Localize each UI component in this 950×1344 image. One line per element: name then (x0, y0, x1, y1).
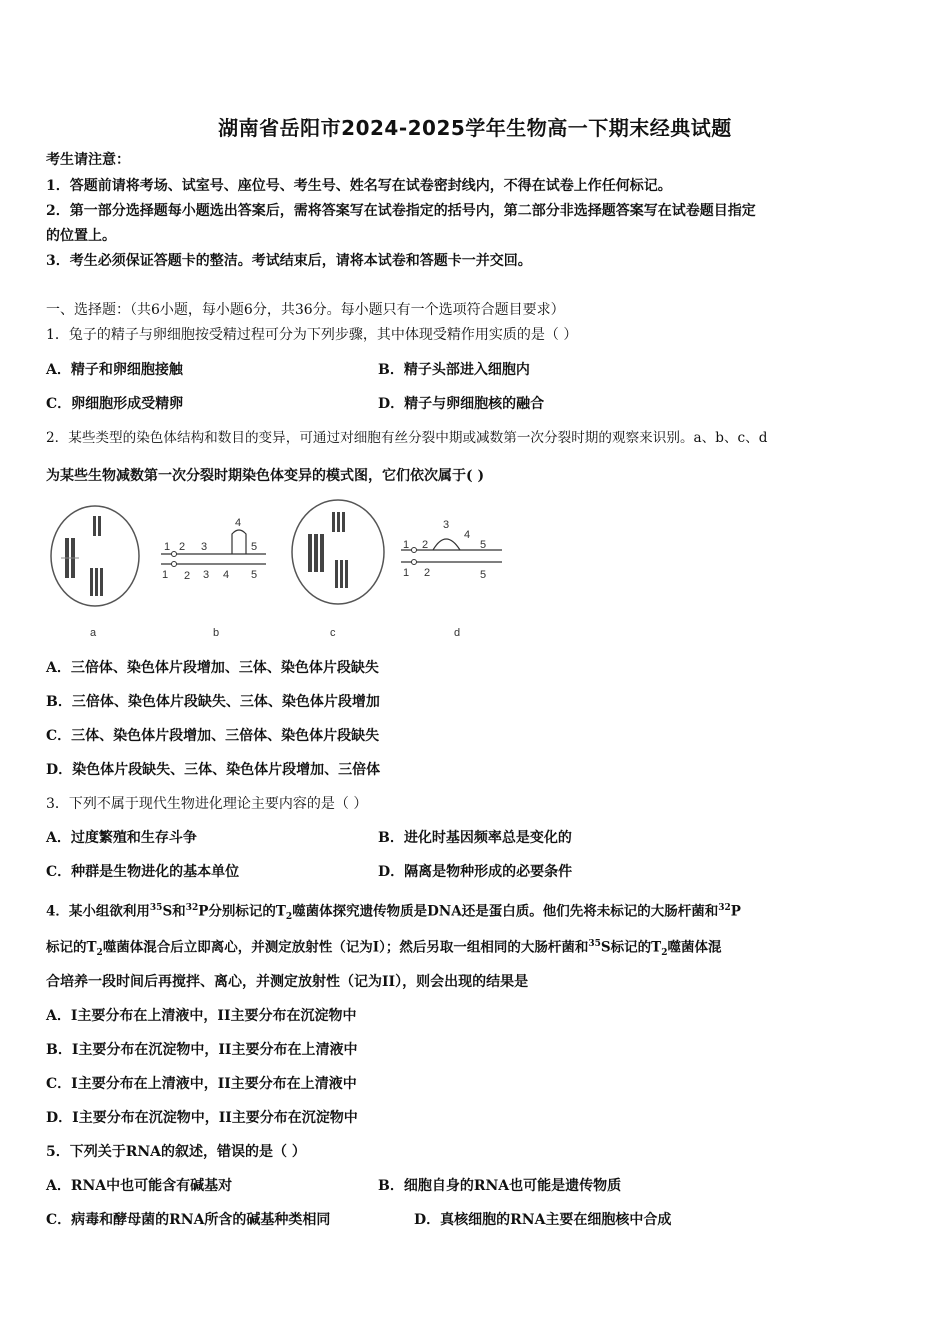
d-top-1: 1 (403, 539, 410, 551)
q2-option-a[interactable]: A．三倍体、染色体片段增加、三体、染色体片段缺失 (46, 660, 379, 676)
page-title: 湖南省岳阳市2024-2025学年生物高一下期末经典试题 (218, 116, 732, 140)
q3-option-c[interactable]: C．种群是生物进化的基本单位 (46, 864, 240, 880)
q4-stem-line1: 4．某小组欲利用$^{35}$S和$^{32}$P分别标记的$T_2$噬菌体探究遗传物质是DNA还是蛋白质。他们先将未标记的大肠杆菌和$^{32}$P (46, 903, 741, 923)
b-top-3: 3 (201, 541, 208, 553)
q4-stem-line3: 合培养一段时间后再搅拌、离心，并测定放射性（记为II），则会出现的结果是 (46, 974, 529, 990)
q1-option-b[interactable]: B．精子头部进入细胞内 (378, 362, 530, 378)
q2-option-c[interactable]: C．三体、染色体片段增加、三倍体、染色体片段缺失 (46, 728, 380, 744)
q2-stem-line1: 2．某些类型的染色体结构和数目的变异，可通过对细胞有丝分裂中期或减数第一次分裂时期的观察来识别。a、b、c、d (46, 430, 768, 446)
d-top-5: 5 (480, 539, 487, 551)
label-d: d (454, 627, 461, 639)
q3-option-b[interactable]: B．进化时基因频率总是变化的 (378, 830, 572, 846)
q1-option-d[interactable]: D．精子与卵细胞核的融合 (378, 396, 545, 412)
q4-option-d[interactable]: D．I主要分布在沉淀物中，II主要分布在沉淀物中 (46, 1110, 358, 1126)
q4-stem-line2: 标记的$T_2$噬菌体混合后立即离心，并测定放射性（记为I）；然后另取一组相同的大肠杆菌和$^{35}$S标记的$T_2$噬菌体混 (46, 939, 722, 959)
q1-option-c[interactable]: C．卵细胞形成受精卵 (46, 396, 184, 412)
notice-heading: 考生请注意： (46, 152, 130, 168)
b-bottom-1: 1 (162, 569, 169, 581)
b-bottom-3: 3 (203, 569, 210, 581)
section-heading: 一、选择题：（共6小题，每小题6分，共36分。每小题只有一个选项符合题目要求） (46, 302, 565, 318)
d-top-4: 4 (464, 529, 471, 541)
q1-stem: 1．兔子的精子与卵细胞按受精过程可分为下列步骤，其中体现受精作用实质的是（ ） (46, 327, 578, 343)
q1-option-a[interactable]: A．精子和卵细胞接触 (46, 362, 183, 378)
d-bottom-2: 2 (424, 567, 431, 579)
d-top-2: 2 (422, 539, 429, 551)
q4-option-a[interactable]: A．I主要分布在上清液中，II主要分布在沉淀物中 (46, 1008, 357, 1024)
q5-option-c[interactable]: C．病毒和酵母菌的RNA所含的碱基种类相同 (46, 1212, 331, 1228)
d-bottom-1: 1 (403, 567, 410, 579)
q2-stem-line2: 为某些生物减数第一次分裂时期染色体变异的模式图，它们依次属于( ) (46, 468, 485, 484)
label-c: c (330, 627, 336, 639)
q3-option-a[interactable]: A．过度繁殖和生存斗争 (46, 830, 197, 846)
notice-item: 2．第一部分选择题每小题选出答案后，需将答案写在试卷指定的括号内，第二部分非选择题答案写在试卷题目指定 (46, 203, 756, 219)
q5-stem: 5．下列关于RNA的叙述，错误的是（ ） (46, 1144, 306, 1160)
label-a: a (90, 627, 97, 639)
q4-option-c[interactable]: C．I主要分布在上清液中，II主要分布在上清液中 (46, 1076, 357, 1092)
chromosome-figure (46, 498, 516, 648)
q5-option-d[interactable]: D．真核细胞的RNA主要在细胞核中合成 (414, 1212, 672, 1228)
figure-a-cell (51, 506, 139, 606)
b-bottom-5: 5 (251, 569, 258, 581)
notice-item: 1．答题前请将考场、试室号、座位号、考生号、姓名写在试卷密封线内，不得在试卷上作任何标记。 (46, 178, 672, 194)
d-top-3: 3 (443, 519, 450, 531)
q3-stem: 3．下列不属于现代生物进化理论主要内容的是（ ） (46, 796, 368, 812)
q3-option-d[interactable]: D．隔离是物种形成的必要条件 (378, 864, 573, 880)
figure-d-pairing (401, 519, 502, 581)
notice-item: 3．考生必须保证答题卡的整洁。考试结束后，请将本试卷和答题卡一并交回。 (46, 253, 532, 269)
label-b: b (213, 627, 220, 639)
d-bottom-5: 5 (480, 569, 487, 581)
figure-b-pairing (161, 517, 266, 582)
b-bottom-4: 4 (223, 569, 230, 581)
b-top-5: 5 (251, 541, 258, 553)
q2-option-b[interactable]: B．三倍体、染色体片段缺失、三体、染色体片段增加 (46, 694, 380, 710)
notice-item: 的位置上。 (46, 228, 116, 244)
q5-option-b[interactable]: B．细胞自身的RNA也可能是遗传物质 (378, 1178, 622, 1194)
b-top-2: 2 (179, 541, 186, 553)
figure-c-cell (292, 500, 384, 604)
b-top-4: 4 (235, 517, 242, 529)
q4-option-b[interactable]: B．I主要分布在沉淀物中，II主要分布在上清液中 (46, 1042, 358, 1058)
q5-option-a[interactable]: A．RNA中也可能含有碱基对 (46, 1178, 233, 1194)
q2-option-d[interactable]: D．染色体片段缺失、三体、染色体片段增加、三倍体 (46, 762, 381, 778)
b-bottom-2: 2 (184, 570, 191, 582)
b-top-1: 1 (164, 541, 171, 553)
